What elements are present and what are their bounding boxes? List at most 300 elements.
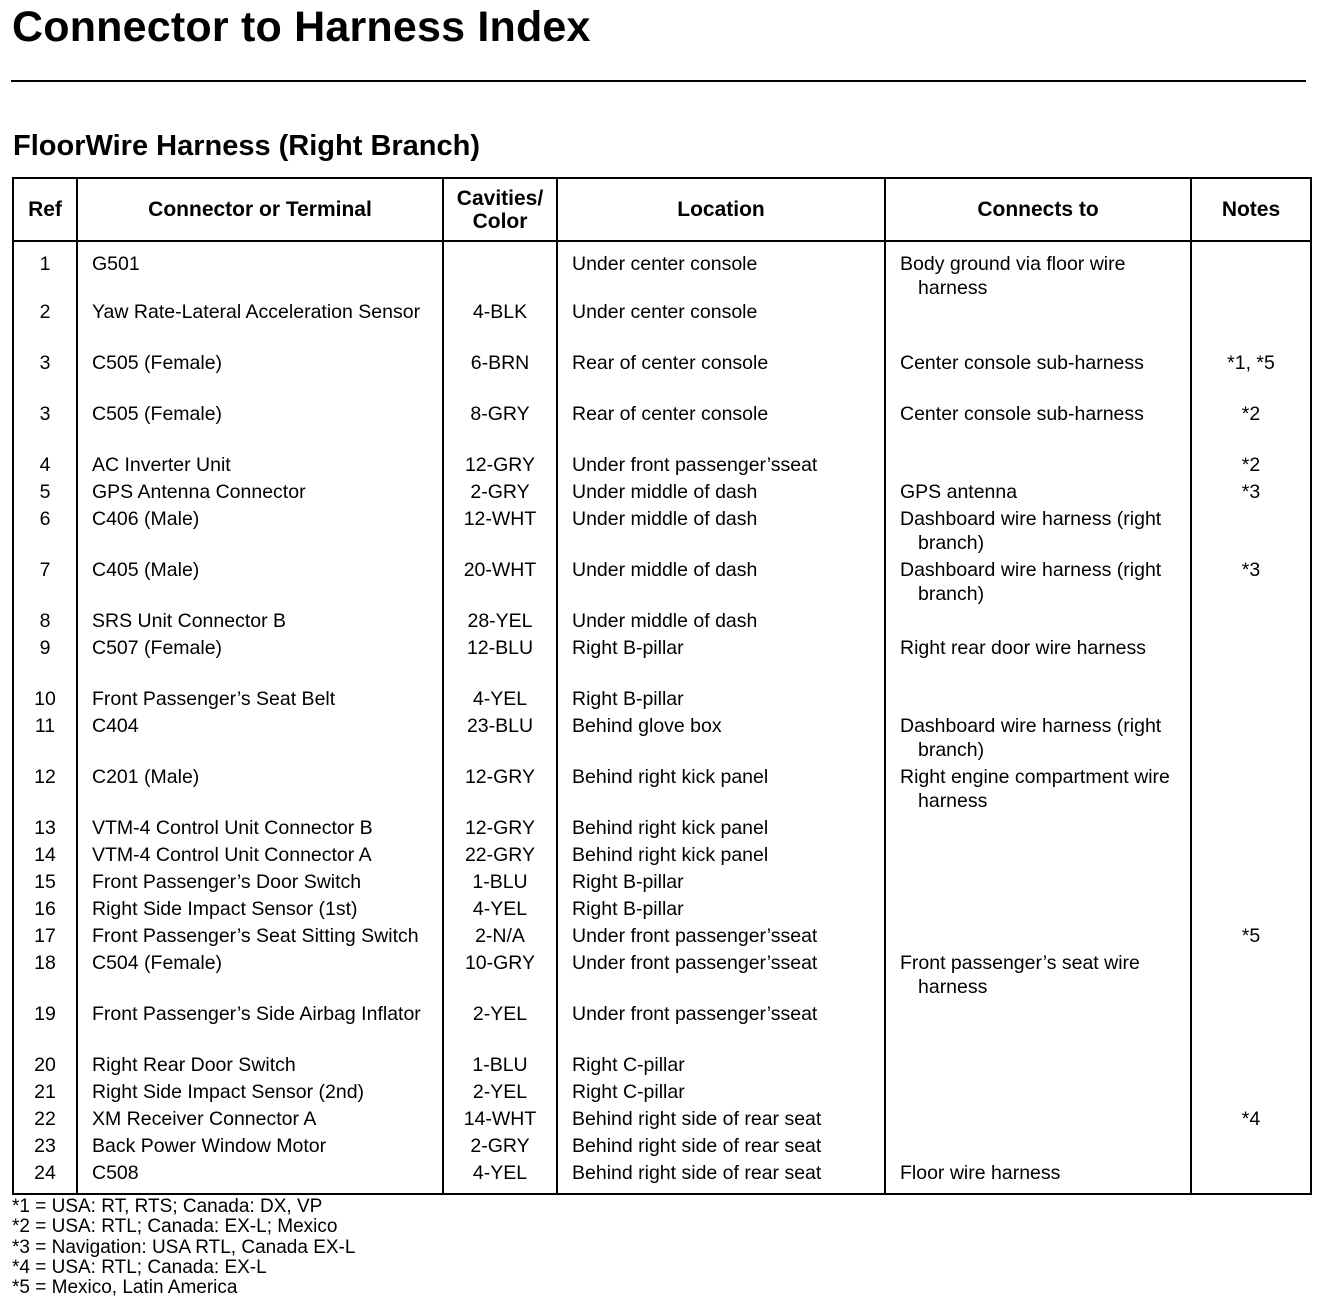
cell-location <box>557 687 885 714</box>
cell-connects-to <box>885 1080 1191 1107</box>
cell-location <box>557 241 885 300</box>
cell-connects-to <box>885 765 1191 816</box>
cell-connects-to-text: Center console sub-harness <box>900 403 1144 425</box>
cell-ref <box>13 1134 77 1161</box>
cell-cavities <box>443 843 557 870</box>
cell-cavities <box>443 453 557 480</box>
cell-connector-text: C405 (Male) <box>92 559 200 581</box>
cell-ref <box>13 241 77 300</box>
cell-connector-text: C508 <box>92 1162 139 1184</box>
cell-ref <box>13 402 77 453</box>
cell-cavities <box>443 951 557 1002</box>
cell-location-text: Under front passenger’sseat <box>572 454 818 476</box>
header-cavities <box>443 178 557 241</box>
cell-location <box>557 1002 885 1053</box>
table-row <box>13 951 1311 1002</box>
title-divider <box>11 80 1306 82</box>
cell-connector-text: Front Passenger’s Side Airbag Inflator <box>92 1003 421 1025</box>
cell-connector <box>77 402 443 453</box>
cell-cavities-text: 2-YEL <box>472 1003 528 1025</box>
cell-location <box>557 765 885 816</box>
cell-location-text: Under middle of dash <box>572 559 758 581</box>
cell-location-text: Under center console <box>572 301 758 323</box>
cell-cavities <box>443 897 557 924</box>
cell-cavities-text: 28-YEL <box>467 610 533 632</box>
cell-ref <box>13 870 77 897</box>
cell-notes <box>1191 951 1311 1002</box>
cell-cavities-text: 8-GRY <box>470 403 530 425</box>
cell-location <box>557 843 885 870</box>
cell-notes-text: *4 <box>1241 1108 1261 1130</box>
cell-notes-text: *3 <box>1241 559 1261 581</box>
cell-location <box>557 897 885 924</box>
cell-connector-text: GPS Antenna Connector <box>92 481 306 503</box>
header-ref: Ref <box>13 178 77 241</box>
cell-location <box>557 1080 885 1107</box>
footnote-item: *2 = USA: RTL; Canada: EX-L; Mexico <box>12 1216 338 1238</box>
cell-connector-text: SRS Unit Connector B <box>92 610 287 632</box>
cell-cavities <box>443 924 557 951</box>
cell-location-text: Behind right side of rear seat <box>572 1108 822 1130</box>
table-row <box>13 1053 1311 1080</box>
cell-connects-to-text: Dashboard wire harness (right branch) <box>900 508 1162 554</box>
cell-cavities <box>443 300 557 351</box>
cell-ref-text: 11 <box>34 715 56 737</box>
cell-ref-text: 18 <box>34 952 56 974</box>
cell-location <box>557 453 885 480</box>
cell-cavities-text: 20-WHT <box>463 559 537 581</box>
cell-connects-to-text: Front passenger’s seat wire harness <box>900 952 1140 998</box>
cell-location-text: Under middle of dash <box>572 610 758 632</box>
table-row <box>13 402 1311 453</box>
cell-connector <box>77 1107 443 1134</box>
cell-connects-to <box>885 843 1191 870</box>
table-row <box>13 897 1311 924</box>
cell-cavities <box>443 816 557 843</box>
cell-cavities-text: 12-GRY <box>464 454 536 476</box>
cell-connector <box>77 351 443 402</box>
cell-notes <box>1191 300 1311 351</box>
cell-connector-text: Right Side Impact Sensor (1st) <box>92 898 358 920</box>
cell-ref <box>13 714 77 765</box>
cell-location-text: Right B-pillar <box>572 688 684 710</box>
cell-connector-text: AC Inverter Unit <box>92 454 231 476</box>
table-row <box>13 924 1311 951</box>
cell-ref-text: 4 <box>39 454 51 476</box>
header-connector: Connector or Terminal <box>77 178 443 241</box>
cell-location-text: Behind glove box <box>572 715 722 737</box>
cell-location <box>557 636 885 687</box>
cell-notes <box>1191 897 1311 924</box>
cell-notes <box>1191 1002 1311 1053</box>
cell-ref <box>13 843 77 870</box>
cell-ref <box>13 453 77 480</box>
cell-connector-text: C507 (Female) <box>92 637 223 659</box>
cell-notes <box>1191 507 1311 558</box>
harness-index-table <box>12 177 1312 1195</box>
cell-connector-text: Front Passenger’s Seat Belt <box>92 688 336 710</box>
cell-ref-text: 24 <box>34 1162 56 1184</box>
cell-connector-text: VTM-4 Control Unit Connector B <box>92 817 373 839</box>
table-row <box>13 453 1311 480</box>
cell-connects-to <box>885 687 1191 714</box>
cell-notes <box>1191 351 1311 402</box>
cell-connects-to <box>885 351 1191 402</box>
cell-notes <box>1191 924 1311 951</box>
table-row <box>13 1002 1311 1053</box>
cell-connector-text: C201 (Male) <box>92 766 200 788</box>
cell-location <box>557 924 885 951</box>
cell-cavities-text: 23-BLU <box>466 715 534 737</box>
cell-connector <box>77 897 443 924</box>
cell-location <box>557 870 885 897</box>
cell-ref <box>13 687 77 714</box>
cell-location-text: Under front passenger’sseat <box>572 952 818 974</box>
cell-cavities <box>443 687 557 714</box>
cell-ref-text: 10 <box>34 688 56 710</box>
cell-cavities-text: 4-YEL <box>472 898 528 920</box>
cell-cavities-text: 1-BLU <box>472 1054 528 1076</box>
cell-connects-to <box>885 1053 1191 1080</box>
cell-location <box>557 714 885 765</box>
cell-ref-text: 13 <box>34 817 56 839</box>
cell-connects-to <box>885 609 1191 636</box>
cell-connects-to <box>885 1002 1191 1053</box>
cell-connector <box>77 1080 443 1107</box>
cell-connects-to-text: Right rear door wire harness <box>900 637 1147 659</box>
cell-notes-text: *5 <box>1241 925 1261 947</box>
cell-connector <box>77 687 443 714</box>
cell-connector <box>77 609 443 636</box>
table-row <box>13 1134 1311 1161</box>
cell-ref <box>13 480 77 507</box>
cell-connector <box>77 300 443 351</box>
cell-ref-text: 14 <box>34 844 56 866</box>
cell-connector-text: C404 <box>92 715 139 737</box>
cell-location <box>557 558 885 609</box>
table-row <box>13 241 1311 300</box>
table-row <box>13 351 1311 402</box>
cell-connector-text: XM Receiver Connector A <box>92 1108 317 1130</box>
cell-notes <box>1191 714 1311 765</box>
cell-connector <box>77 870 443 897</box>
cell-location <box>557 951 885 1002</box>
cell-ref <box>13 300 77 351</box>
cell-notes <box>1191 609 1311 636</box>
cell-ref <box>13 609 77 636</box>
cell-ref-text: 22 <box>34 1108 56 1130</box>
cell-connects-to-text: GPS antenna <box>900 481 1018 503</box>
cell-cavities-text: 2-YEL <box>472 1081 528 1103</box>
cell-ref-text: 5 <box>39 481 51 503</box>
cell-cavities <box>443 1134 557 1161</box>
cell-location-text: Under middle of dash <box>572 508 758 530</box>
cell-connector-text: C406 (Male) <box>92 508 200 530</box>
cell-notes <box>1191 558 1311 609</box>
cell-ref <box>13 951 77 1002</box>
cell-cavities-text: 2-GRY <box>470 1135 530 1157</box>
cell-connector <box>77 843 443 870</box>
table-row <box>13 300 1311 351</box>
cell-connector <box>77 816 443 843</box>
cell-location-text: Behind right side of rear seat <box>572 1135 822 1157</box>
header-notes: Notes <box>1191 178 1311 241</box>
table-row <box>13 1161 1311 1194</box>
cell-connects-to <box>885 870 1191 897</box>
cell-cavities <box>443 241 557 300</box>
cell-location-text: Under front passenger’sseat <box>572 925 818 947</box>
cell-notes <box>1191 843 1311 870</box>
cell-connects-to <box>885 897 1191 924</box>
cell-cavities-text: 12-GRY <box>464 766 536 788</box>
cell-location-text: Right B-pillar <box>572 871 684 893</box>
cell-location <box>557 1161 885 1194</box>
cell-cavities <box>443 1161 557 1194</box>
footnote-item: *5 = Mexico, Latin America <box>12 1277 238 1299</box>
cell-notes <box>1191 870 1311 897</box>
cell-notes <box>1191 1080 1311 1107</box>
table-row <box>13 1080 1311 1107</box>
cell-location-text: Rear of center console <box>572 403 769 425</box>
cell-location <box>557 609 885 636</box>
cell-connects-to-text: Dashboard wire harness (right branch) <box>900 715 1162 761</box>
cell-connects-to <box>885 714 1191 765</box>
cell-connector-text: Yaw Rate-Lateral Acceleration Sensor <box>92 301 421 323</box>
cell-location-text: Right C-pillar <box>572 1054 685 1076</box>
cell-notes-text: *1, *5 <box>1227 352 1275 374</box>
cell-ref-text: 16 <box>34 898 56 920</box>
cell-location-text: Right B-pillar <box>572 637 684 659</box>
cell-cavities-text: 1-BLU <box>472 871 528 893</box>
footnote-item: *4 = USA: RTL; Canada: EX-L <box>12 1256 267 1278</box>
cell-notes <box>1191 765 1311 816</box>
cell-connector-text: C504 (Female) <box>92 952 223 974</box>
cell-ref-text: 8 <box>39 610 51 632</box>
table-header-row <box>13 178 1311 241</box>
cell-ref-text: 23 <box>34 1135 56 1157</box>
cell-location-text: Rear of center console <box>572 352 769 374</box>
cell-connector-text: Front Passenger’s Seat Sitting Switch <box>92 925 419 947</box>
table-row <box>13 1107 1311 1134</box>
cell-location-text: Behind right kick panel <box>572 766 769 788</box>
cell-connector-text: Front Passenger’s Door Switch <box>92 871 362 893</box>
cell-connector-text: Right Rear Door Switch <box>92 1054 296 1076</box>
cell-ref <box>13 897 77 924</box>
cell-connector <box>77 924 443 951</box>
cell-notes-text: *2 <box>1241 403 1261 425</box>
cell-cavities <box>443 507 557 558</box>
cell-ref <box>13 924 77 951</box>
cell-location-text: Behind right side of rear seat <box>572 1162 822 1184</box>
cell-ref-text: 12 <box>34 766 56 788</box>
cell-connector <box>77 636 443 687</box>
cell-notes-text: *2 <box>1241 454 1261 476</box>
cell-cavities <box>443 558 557 609</box>
table-body <box>13 241 1311 1194</box>
header-connects-to: Connects to <box>885 178 1191 241</box>
cell-location <box>557 480 885 507</box>
cell-ref <box>13 1107 77 1134</box>
header-cavities-line1: Cavities/ <box>456 186 544 210</box>
cell-notes <box>1191 816 1311 843</box>
cell-cavities <box>443 1002 557 1053</box>
cell-cavities-text: 22-GRY <box>464 844 536 866</box>
cell-location <box>557 1134 885 1161</box>
cell-connects-to-text: Body ground via floor wire harness <box>900 253 1126 299</box>
cell-notes <box>1191 241 1311 300</box>
cell-ref <box>13 351 77 402</box>
cell-notes <box>1191 453 1311 480</box>
cell-location <box>557 816 885 843</box>
cell-cavities-text: 4-BLK <box>472 301 528 323</box>
cell-ref-text: 20 <box>34 1054 56 1076</box>
table-row <box>13 507 1311 558</box>
cell-cavities-text: 10-GRY <box>464 952 536 974</box>
cell-ref <box>13 507 77 558</box>
page-title: Connector to Harness Index <box>12 3 591 51</box>
cell-connects-to <box>885 558 1191 609</box>
footnotes <box>12 1197 355 1298</box>
cell-connector-text: Right Side Impact Sensor (2nd) <box>92 1081 365 1103</box>
cell-connects-to <box>885 241 1191 300</box>
cell-connector <box>77 765 443 816</box>
cell-cavities <box>443 609 557 636</box>
table-row <box>13 558 1311 609</box>
cell-ref <box>13 1080 77 1107</box>
cell-location <box>557 402 885 453</box>
cell-cavities-text: 12-WHT <box>463 508 537 530</box>
cell-connects-to-text: Center console sub-harness <box>900 352 1144 374</box>
table-row <box>13 687 1311 714</box>
cell-location <box>557 507 885 558</box>
cell-connector <box>77 1161 443 1194</box>
section-title: FloorWire Harness (Right Branch) <box>13 130 481 162</box>
cell-ref-text: 3 <box>39 403 51 425</box>
cell-ref <box>13 1002 77 1053</box>
cell-connector-text: Back Power Window Motor <box>92 1135 327 1157</box>
cell-location-text: Behind right kick panel <box>572 817 769 839</box>
cell-connector-text: C505 (Female) <box>92 403 223 425</box>
cell-cavities-text: 12-BLU <box>466 637 534 659</box>
cell-notes <box>1191 1107 1311 1134</box>
cell-connector <box>77 241 443 300</box>
cell-cavities <box>443 636 557 687</box>
cell-ref <box>13 816 77 843</box>
cell-connector <box>77 714 443 765</box>
cell-ref-text: 9 <box>39 637 51 659</box>
footnote-item: *1 = USA: RT, RTS; Canada: DX, VP <box>12 1196 323 1217</box>
cell-ref <box>13 1161 77 1194</box>
header-cavities-line2: Color <box>472 209 528 233</box>
cell-connects-to <box>885 1161 1191 1194</box>
cell-connector-text: C505 (Female) <box>92 352 223 374</box>
cell-connects-to <box>885 300 1191 351</box>
cell-connector <box>77 507 443 558</box>
cell-ref-text: 6 <box>39 508 51 530</box>
cell-connects-to <box>885 636 1191 687</box>
cell-notes <box>1191 636 1311 687</box>
cell-ref <box>13 558 77 609</box>
table-row <box>13 870 1311 897</box>
cell-connects-to <box>885 1107 1191 1134</box>
cell-connects-to <box>885 453 1191 480</box>
cell-notes <box>1191 1161 1311 1194</box>
cell-cavities-text: 6-BRN <box>470 352 530 374</box>
cell-connects-to <box>885 480 1191 507</box>
cell-connector <box>77 453 443 480</box>
cell-connects-to <box>885 507 1191 558</box>
cell-notes-text: *3 <box>1241 481 1261 503</box>
cell-location-text: Right B-pillar <box>572 898 684 920</box>
cell-cavities <box>443 870 557 897</box>
cell-connector <box>77 1053 443 1080</box>
cell-cavities-text: 2-N/A <box>475 925 525 947</box>
cell-connects-to <box>885 1134 1191 1161</box>
cell-location-text: Under front passenger’sseat <box>572 1003 818 1025</box>
cell-cavities <box>443 1080 557 1107</box>
table-row <box>13 843 1311 870</box>
cell-connector-text: VTM-4 Control Unit Connector A <box>92 844 372 866</box>
cell-location-text: Under center console <box>572 253 758 275</box>
cell-connects-to <box>885 951 1191 1002</box>
cell-cavities <box>443 1107 557 1134</box>
cell-notes <box>1191 1134 1311 1161</box>
header-location: Location <box>557 178 885 241</box>
cell-cavities-text: 4-YEL <box>472 688 528 710</box>
cell-notes <box>1191 480 1311 507</box>
cell-cavities <box>443 402 557 453</box>
cell-connects-to-text: Right engine compartment wire harness <box>900 766 1170 812</box>
cell-connector <box>77 558 443 609</box>
cell-ref-text: 3 <box>39 352 51 374</box>
cell-notes <box>1191 687 1311 714</box>
table-row <box>13 714 1311 765</box>
cell-ref-text: 1 <box>39 253 51 275</box>
cell-ref-text: 17 <box>34 925 56 947</box>
cell-ref <box>13 1053 77 1080</box>
cell-ref-text: 7 <box>39 559 51 581</box>
cell-location <box>557 1053 885 1080</box>
cell-cavities <box>443 351 557 402</box>
cell-connects-to <box>885 924 1191 951</box>
cell-ref <box>13 765 77 816</box>
cell-cavities-text: 14-WHT <box>463 1108 537 1130</box>
cell-cavities <box>443 480 557 507</box>
cell-notes <box>1191 402 1311 453</box>
cell-connector <box>77 1134 443 1161</box>
cell-connector <box>77 951 443 1002</box>
cell-location-text: Behind right kick panel <box>572 844 769 866</box>
footnote-item: *3 = Navigation: USA RTL, Canada EX-L <box>12 1236 356 1258</box>
cell-location-text: Under middle of dash <box>572 481 758 503</box>
cell-location <box>557 300 885 351</box>
cell-connector-text: G501 <box>92 253 140 275</box>
table-row <box>13 816 1311 843</box>
cell-connects-to <box>885 402 1191 453</box>
cell-connector <box>77 480 443 507</box>
cell-connector <box>77 1002 443 1053</box>
cell-cavities <box>443 765 557 816</box>
table-row <box>13 609 1311 636</box>
cell-location-text: Right C-pillar <box>572 1081 685 1103</box>
cell-cavities-text: 12-GRY <box>464 817 536 839</box>
table-row <box>13 636 1311 687</box>
cell-connects-to <box>885 816 1191 843</box>
cell-cavities-text: 4-YEL <box>472 1162 528 1184</box>
cell-ref-text: 2 <box>39 301 51 323</box>
cell-cavities <box>443 1053 557 1080</box>
cell-ref-text: 15 <box>34 871 56 893</box>
